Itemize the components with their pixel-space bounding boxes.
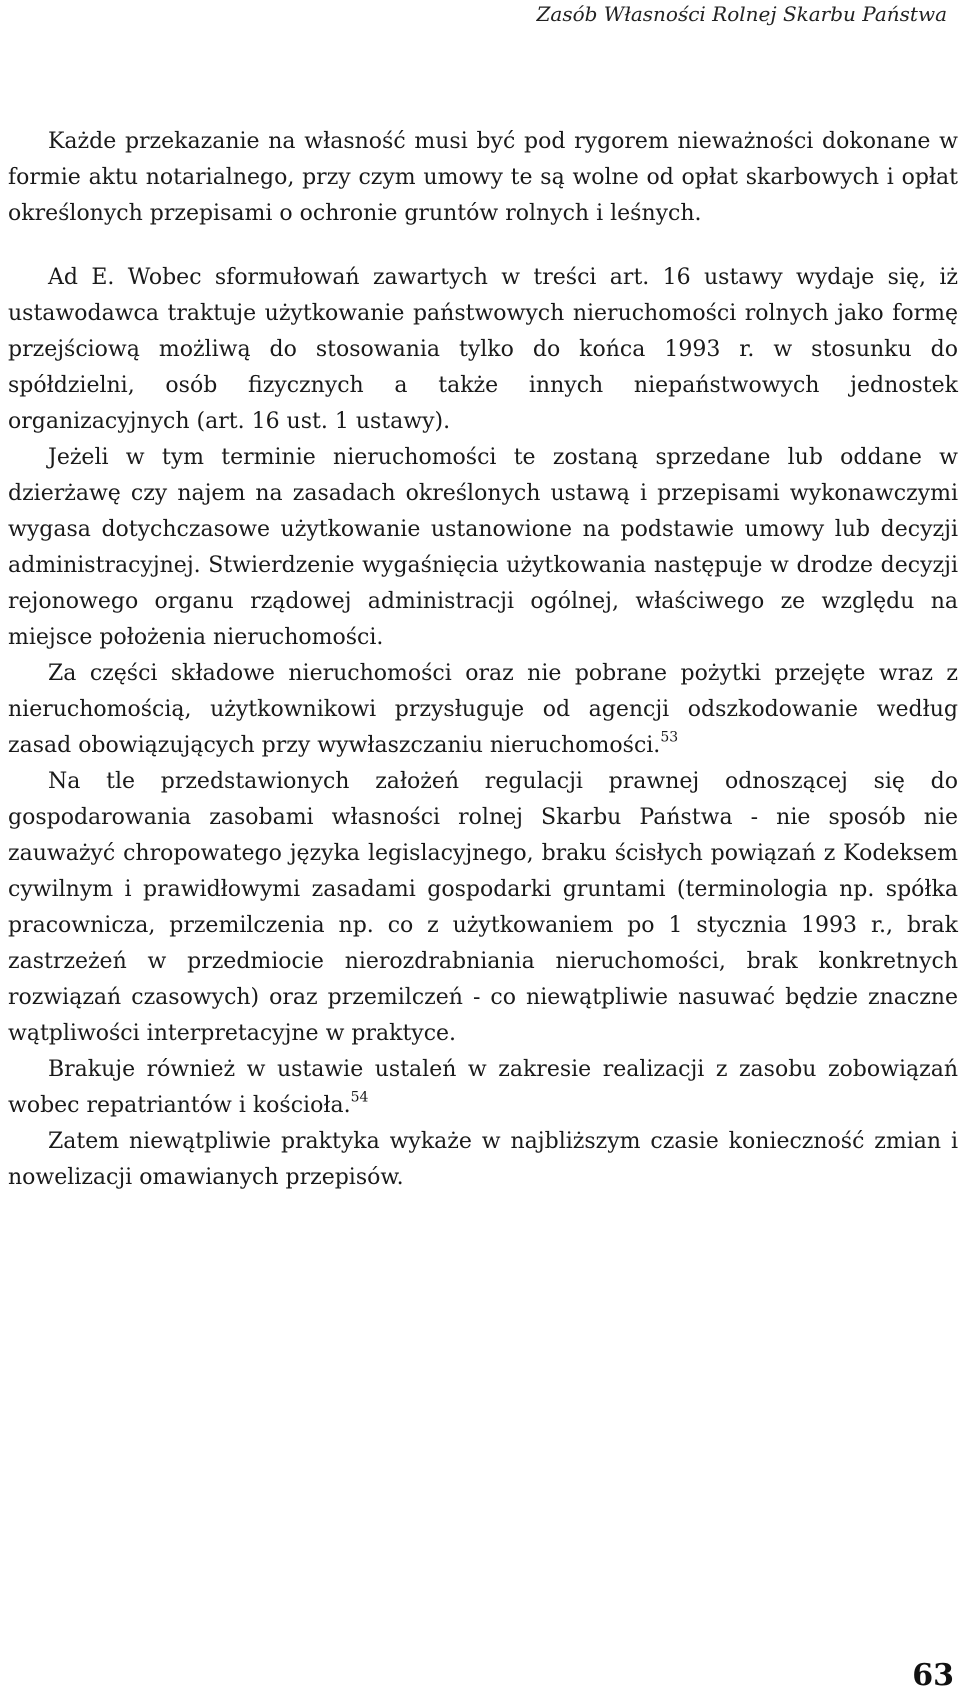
paragraph-2-text: Ad E. Wobec sformułowań zawartych w treści art. 16 ustawy wydaje się, iż ustawodawca traktuje użytkowanie państwowych nieruchomości rolnych jako formę przejściową możliwą do stosowania tylko do końca 1993 r. w stosunku do spółdzielni, osób fizycznych a także innych niepaństwowych jednostek organizacyjnych (art. 16 ust. 1 ustawy).	[8, 265, 958, 434]
body-text	[8, 124, 958, 1196]
paragraph-1	[8, 124, 958, 232]
paragraph-6-text: Brakuje również w ustawie ustaleń w zakresie realizacji z zasobu zobowiązań wobec repatriantów i kościoła.	[8, 1057, 958, 1118]
paragraph-2	[8, 260, 958, 440]
paragraph-4-text: Za części składowe nieruchomości oraz nie pobrane pożytki przejęte wraz z nieruchomością, użytkownikowi przysługuje od agencji odszkodowanie według zasad obowiązujących przy wywłaszczaniu nieruchomości.	[8, 661, 958, 758]
paragraph-5-text: Na tle przedstawionych założeń regulacji prawnej odnoszącej się do gospodarowania zasobami własności rolnej Skarbu Państwa - nie sposób nie zauważyć chropowatego języka legislacyjnego, braku ścisłych powiązań z Kodeksem cywilnym i prawidłowymi zasadami gospodarki gruntami (terminologia np. spółka pracownicza, przemilczenia np. co z użytkowaniem po 1 stycznia 1993 r., brak zastrzeżeń w przedmiocie nierozdrabniania nieruchomości, brak konkretnych rozwiązań czasowych) oraz przemilczeń - co niewątpliwie nasuwać będzie znaczne wątpliwości interpretacyjne w praktyce.	[8, 769, 958, 1046]
paragraph-7-text: Zatem niewątpliwie praktyka wykaże w najbliższym czasie konieczność zmian i nowelizacji omawianych przepisów.	[8, 1129, 958, 1190]
footnote-ref-54: 54	[350, 1089, 369, 1106]
paragraph-4	[8, 656, 958, 764]
running-header: Zasób Własności Rolnej Skarbu Państwa	[536, 2, 947, 26]
paragraph-6	[8, 1052, 958, 1124]
paragraph-5	[8, 764, 958, 1052]
paragraph-1-text: Każde przekazanie na własność musi być pod rygorem nieważności dokonane w formie aktu notarialnego, przy czym umowy te są wolne od opłat skarbowych i opłat określonych przepisami o ochronie gruntów rolnych i leśnych.	[8, 129, 958, 226]
page-number: 63	[912, 1658, 954, 1693]
paragraph-3	[8, 440, 958, 656]
footnote-ref-53: 53	[660, 729, 679, 746]
paragraph-3-text: Jeżeli w tym terminie nieruchomości te zostaną sprzedane lub oddane w dzierżawę czy najem na zasadach określonych ustawą i przepisami wykonawczymi wygasa dotychczasowe użytkowanie ustanowione na podstawie umowy lub decyzji administracyjnej. Stwierdzenie wygaśnięcia użytkowania następuje w drodze decyzji rejonowego organu rządowej administracji ogólnej, właściwego ze względu na miejsce położenia nieruchomości.	[8, 445, 958, 650]
paragraph-7	[8, 1124, 958, 1196]
